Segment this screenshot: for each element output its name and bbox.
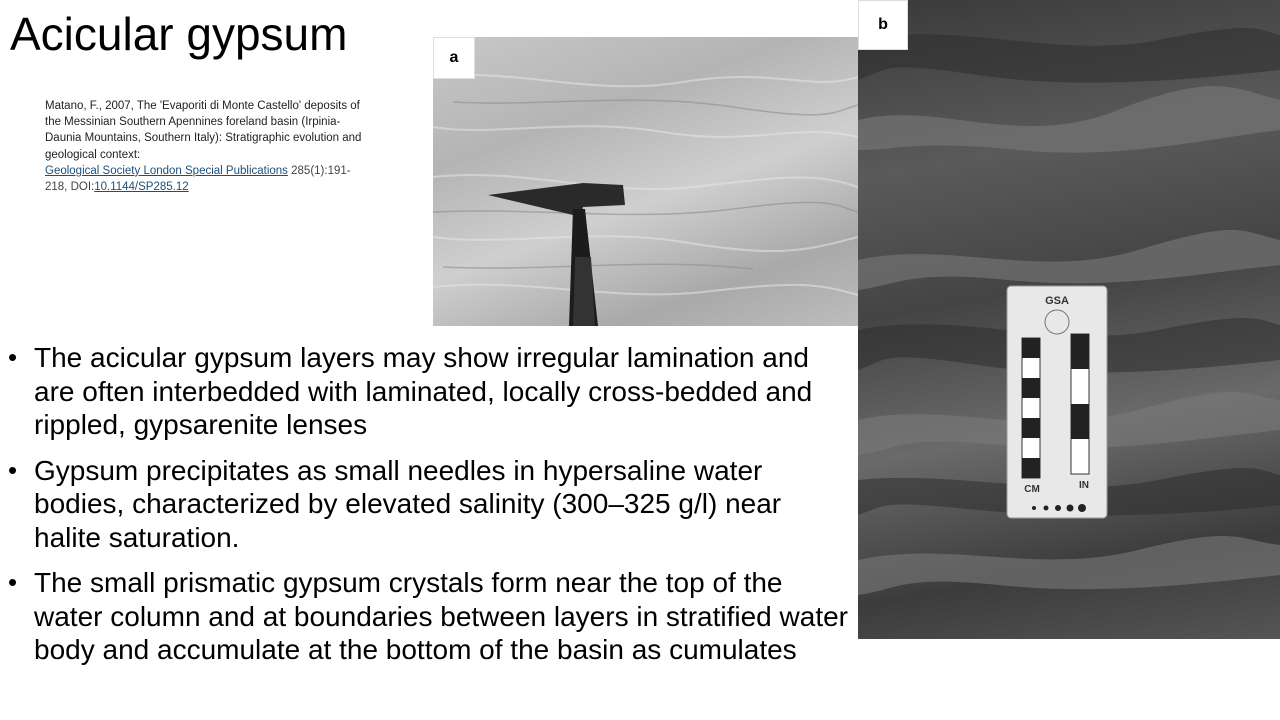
slide-title: Acicular gypsum bbox=[10, 8, 348, 60]
bullet-item bbox=[8, 341, 848, 442]
citation bbox=[45, 98, 365, 195]
figure-a-photo bbox=[433, 37, 858, 326]
citation-text: Matano, F., 2007, The 'Evaporiti di Monte Castello' deposits of the Messinian Southern Apennines foreland basin (Irpinia-Daunia Mountains, Southern Italy): Stratigraphic evolution and geological context: bbox=[45, 100, 362, 161]
bullet-item bbox=[8, 566, 848, 667]
figure-a-label: a bbox=[433, 37, 475, 79]
outcrop-photo bbox=[858, 0, 1280, 639]
bullet-marker: • bbox=[8, 567, 18, 597]
bullet-marker: • bbox=[8, 342, 18, 372]
journal-link[interactable]: Geological Society London Special Publications bbox=[45, 164, 288, 177]
bullet-item bbox=[8, 454, 848, 555]
bullet-text: The small prismatic gypsum crystals form near the top of the water column and at boundaries between layers in stratified water body and accumulate at the bottom of the basin as cumulates bbox=[34, 567, 848, 665]
scale-card bbox=[1007, 286, 1107, 518]
scale-card-in-label: IN bbox=[1079, 480, 1089, 491]
bullet-list bbox=[8, 341, 848, 679]
scale-card-cm-label: CM bbox=[1024, 484, 1040, 495]
bullet-text: Gypsum precipitates as small needles in hypersaline water bodies, characterized by elevated salinity (300–325 g/l) near halite saturation. bbox=[34, 454, 782, 553]
doi-link[interactable]: 10.1144/SP285.12 bbox=[94, 181, 189, 194]
citation-pages: 285(1):191-218, DOI: bbox=[45, 164, 351, 194]
scale-card-top-label: GSA bbox=[1045, 295, 1069, 307]
bullet-text: The acicular gypsum layers may show irregular lamination and are often interbedded with laminated, locally cross-bedded and rippled, gypsarenite lenses bbox=[34, 342, 813, 440]
figure-b-label: b bbox=[858, 0, 908, 50]
bullet-marker: • bbox=[8, 454, 18, 485]
rock-hammer-photo bbox=[433, 37, 858, 326]
figure-b-photo bbox=[858, 0, 1280, 639]
